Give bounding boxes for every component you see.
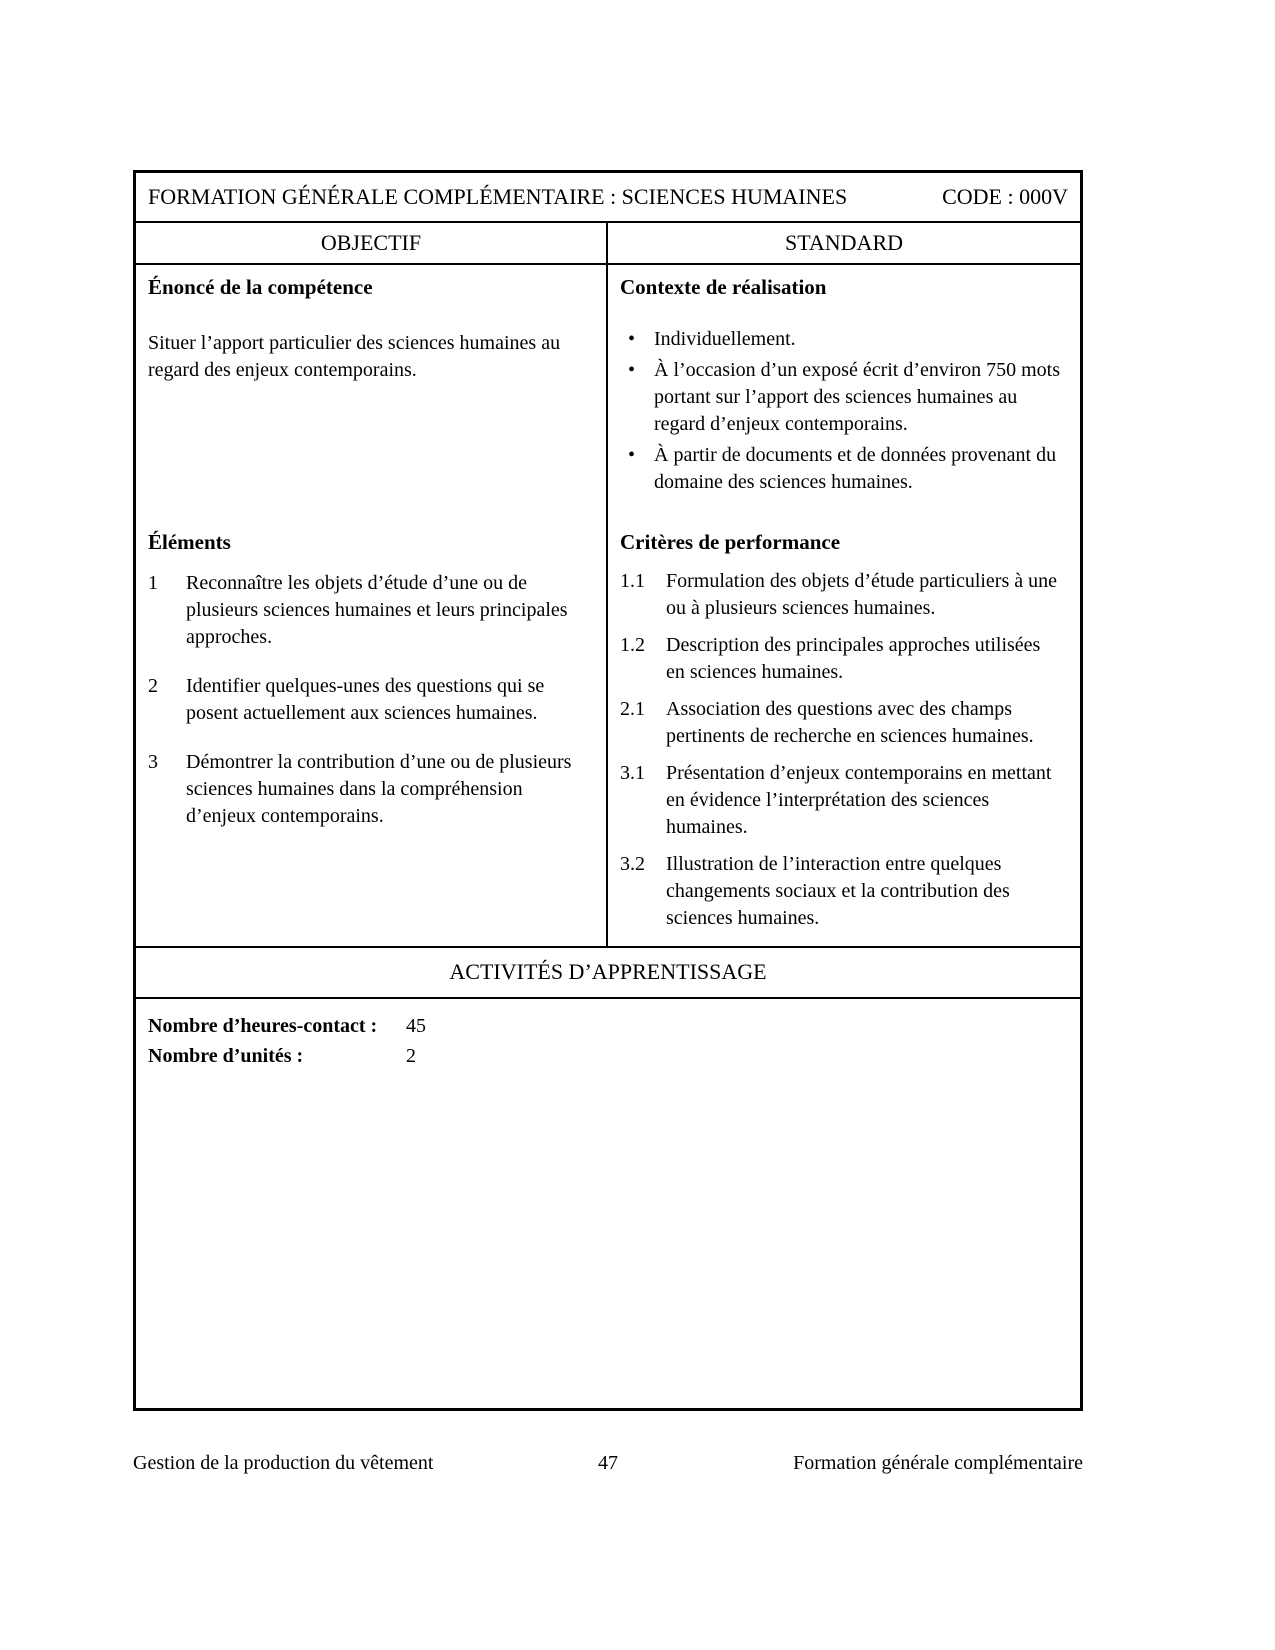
units-value: 2 [406,1044,416,1067]
critere-text: Formulation des objets d’étude particuliers à une ou à plusieurs sciences humaines. [666,570,1058,620]
list-item [620,442,1064,496]
list-item [148,749,590,830]
elements-cell [136,516,608,946]
column-header-row [136,223,1080,266]
critere-number: 1.1 [620,570,645,593]
list-item [148,673,590,727]
enonce-heading: Énoncé de la compétence [148,275,373,300]
contexte-item-text: Individuellement. [654,327,796,350]
bullet-icon: • [628,327,636,350]
column-header-standard: STANDARD [784,229,904,255]
program-table [133,170,1083,1411]
contexte-bullet-list [620,326,1064,496]
list-item [620,696,1064,750]
element-number: 3 [148,751,158,774]
contexte-heading: Contexte de réalisation [620,275,827,300]
activites-title: ACTIVITÉS D’APPRENTISSAGE [449,959,767,985]
critere-text: Illustration de l’interaction entre quelques changements sociaux et la contribution des sciences humaines. [666,853,1010,930]
document-code: CODE : 000V [942,184,1068,209]
list-item [620,760,1064,841]
column-header-objectif: OBJECTIF [136,223,608,264]
critere-text: Présentation d’enjeux contemporains en mettant en évidence l’interprétation des sciences humaines. [666,762,1052,839]
contexte-item-text: À l’occasion d’un exposé écrit d’environ 750 mots portant sur l’apport des sciences humaines au regard d’enjeux contemporains. [654,358,1061,435]
critere-number: 2.1 [620,698,645,721]
list-item [620,568,1064,622]
footer-section-name: Formation générale complémentaire [793,1452,1083,1474]
element-text: Identifier quelques-unes des questions qui se posent actuellement aux sciences humaines. [186,675,545,725]
element-number: 2 [148,675,158,698]
contexte-item-text: À partir de documents et de données provenant du domaine des sciences humaines. [654,443,1057,493]
critere-number: 3.1 [620,762,645,785]
document-title: FORMATION GÉNÉRALE COMPLÉMENTAIRE : SCIENCES HUMAINES [148,184,848,209]
bullet-icon: • [628,443,636,466]
list-item [620,632,1064,686]
list-item [620,851,1064,932]
activites-banner [136,948,1080,999]
hours-contact-label: Nombre d’heures-contact : [148,1014,378,1037]
critere-text: Association des questions avec des champs pertinents de recherche en sciences humaines. [666,698,1034,748]
units-label: Nombre d’unités : [148,1044,304,1067]
critere-number: 3.2 [620,853,645,876]
element-text: Démontrer la contribution d’une ou de plusieurs sciences humaines dans la compréhension d’enjeux contemporains. [186,751,572,828]
contexte-cell [608,265,1080,515]
list-item [148,570,590,651]
hours-section [136,999,1080,1408]
footer-program-name: Gestion de la production du vêtement [133,1452,434,1474]
hours-contact-line [148,1013,1068,1040]
list-item [620,326,1064,353]
page-footer [133,1450,1083,1477]
content-grid [136,265,1080,948]
enonce-cell [136,265,608,515]
hours-contact-value: 45 [406,1014,426,1037]
element-number: 1 [148,572,158,595]
critere-number: 1.2 [620,634,645,657]
elements-heading: Éléments [148,529,231,554]
element-text: Reconnaître les objets d’étude d’une ou de plusieurs sciences humaines et leurs principales approches. [186,572,568,649]
bullet-icon: • [628,358,636,381]
footer-page-number: 47 [598,1452,618,1474]
table-title-row [136,173,1080,223]
units-line [148,1043,1068,1070]
enonce-text: Situer l’apport particulier des sciences humaines au regard des enjeux contemporains. [148,331,561,381]
list-item [620,357,1064,438]
criteres-cell [608,516,1080,946]
criteres-heading: Critères de performance [620,529,841,554]
critere-text: Description des principales approches utilisées en sciences humaines. [666,634,1041,684]
